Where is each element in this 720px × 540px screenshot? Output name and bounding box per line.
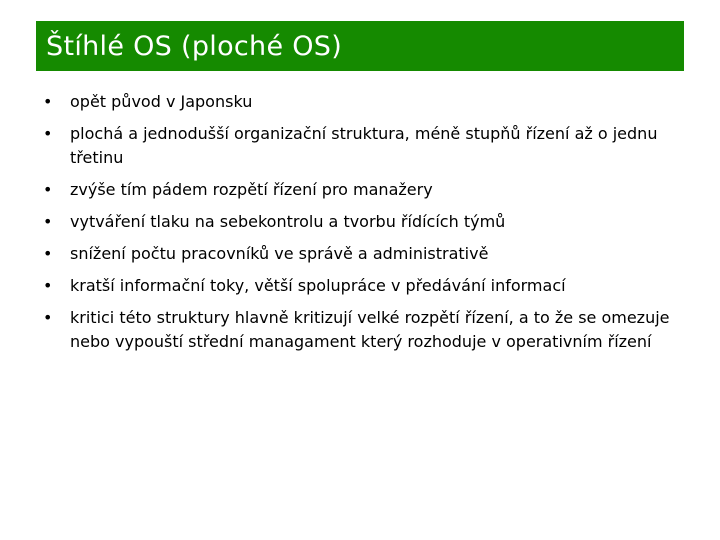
bullet-item	[36, 242, 676, 266]
bullet-point-icon: •	[43, 308, 53, 327]
bullet-text: opět původ v Japonsku	[70, 92, 253, 111]
bullet-point-icon: •	[43, 276, 53, 295]
bullet-point-icon: •	[43, 92, 53, 111]
bullet-list	[36, 90, 676, 362]
bullet-point-icon: •	[43, 180, 53, 199]
bullet-text: kratší informační toky, větší spolupráce v předávání informací	[70, 276, 566, 295]
bullet-text: snížení počtu pracovníků ve správě a administrativě	[70, 244, 489, 263]
bullet-item	[36, 178, 676, 202]
slide-title-bar	[36, 21, 684, 71]
slide-title: Štíhlé OS (ploché OS)	[46, 30, 343, 62]
bullet-point-icon: •	[43, 212, 53, 231]
bullet-point-icon: •	[43, 244, 53, 263]
bullet-item	[36, 274, 676, 298]
bullet-text: kritici této struktury hlavně kritizují velké rozpětí řízení, a to že se omezuje nebo vypouští střední managament který rozhoduje v operativním řízení	[70, 308, 670, 351]
bullet-text: plochá a jednodušší organizační struktura, méně stupňů řízení až o jednu třetinu	[70, 124, 658, 167]
bullet-item	[36, 306, 676, 354]
bullet-item	[36, 90, 676, 114]
bullet-text: vytváření tlaku na sebekontrolu a tvorbu řídících týmů	[70, 212, 506, 231]
bullet-item	[36, 210, 676, 234]
bullet-item	[36, 122, 676, 170]
bullet-text: zvýše tím pádem rozpětí řízení pro manažery	[70, 180, 433, 199]
bullet-point-icon: •	[43, 124, 53, 143]
